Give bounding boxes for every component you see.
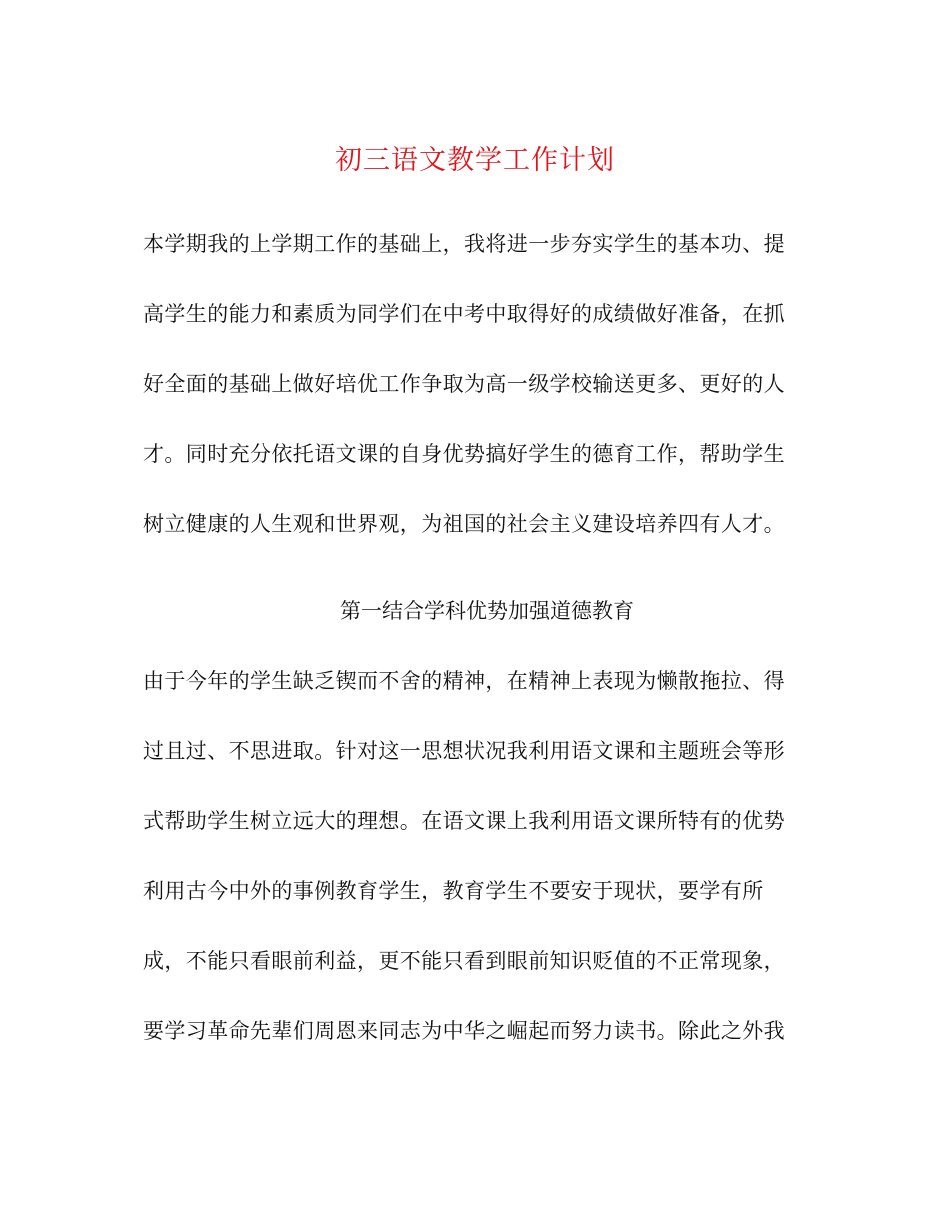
paragraph-line: 要学习革命先辈们周恩来同志为中华之崛起而努力读书。除此之外我: [143, 1019, 785, 1043]
section-paragraph: [143, 646, 803, 1066]
intro-paragraph: [143, 209, 803, 559]
paragraph-line: 树立健康的人生观和世界观，为祖国的社会主义建设培养四有人才。: [143, 512, 785, 536]
paragraph-line: 过且过、不思进取。针对这一思想状况我利用语文课和主题班会等形: [143, 739, 785, 763]
paragraph-line: 式帮助学生树立远大的理想。在语文课上我利用语文课所特有的优势: [143, 809, 785, 833]
paragraph-line: 才。同时充分依托语文课的自身优势搞好学生的德育工作，帮助学生: [143, 442, 785, 466]
paragraph-line: 本学期我的上学期工作的基础上，我将进一步夯实学生的基本功、提: [143, 232, 785, 256]
paragraph-line: 成，不能只看眼前利益，更不能只看到眼前知识贬值的不正常现象，: [143, 949, 785, 973]
paragraph-line: 好全面的基础上做好培优工作争取为高一级学校输送更多、更好的人: [143, 372, 785, 396]
section-heading: 第一结合学科优势加强道德教育: [340, 599, 634, 623]
paragraph-line: 利用古今中外的事例教育学生，教育学生不要安于现状，要学有所: [143, 879, 764, 903]
paragraph-line: 高学生的能力和素质为同学们在中考中取得好的成绩做好准备，在抓: [143, 302, 785, 326]
paragraph-line: 由于今年的学生缺乏锲而不舍的精神，在精神上表现为懒散拖拉、得: [143, 669, 785, 693]
page-title: 初三语文教学工作计划: [335, 145, 615, 176]
